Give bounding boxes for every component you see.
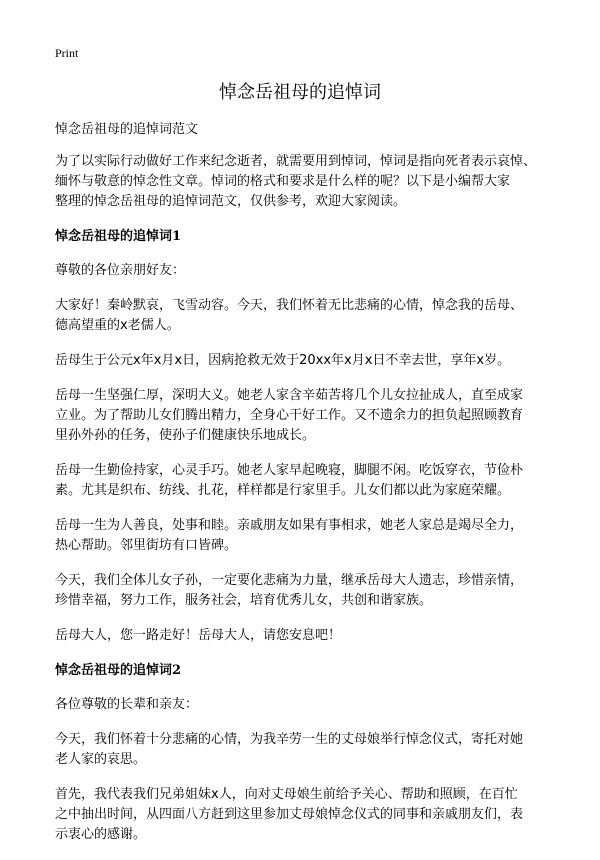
section-1-paragraph: 岳母生于公元x年x月x日，因病抢救无效于20xx年x月x日不幸去世，享年x岁。 bbox=[55, 353, 511, 368]
print-link[interactable]: Print bbox=[55, 46, 79, 60]
section-1-paragraph: 岳母一生为人善良，处事和睦。亲戚朋友如果有事相求，她老人家总是竭尽全力， 热心帮助。邻里街坊有口皆碑。 bbox=[55, 518, 524, 553]
section-2-heading: 悼念岳祖母的追悼词2 bbox=[55, 663, 182, 678]
section-2-paragraph: 首先，我代表我们兄弟姐妹x人，向对丈母娘生前给予关心、帮助和照顾，在百忙 之中抽出时间，从四面八方赶到这里参加丈母娘悼念仪式的同事和亲戚朋友们，表 示衷心的感谢。 bbox=[55, 787, 524, 842]
page-title: 悼念岳祖母的追悼词 bbox=[219, 82, 381, 103]
section-2-paragraph: 各位尊敬的长辈和亲友： bbox=[55, 697, 199, 712]
section-1-paragraph: 岳母一生坚强仁厚，深明大义。她老人家含辛茹苦将几个儿女拉扯成人，直至成家 立业。为了帮助儿女们腾出精力，全身心干好工作。又不遗余力的担负起照顾教育 里孙外孙的任务，使孙子们健康快乐地成长。 bbox=[55, 388, 524, 443]
article-body bbox=[55, 120, 555, 860]
section-1-heading: 悼念岳祖母的追悼词1 bbox=[55, 229, 182, 244]
article-subtitle: 悼念岳祖母的追悼词范文 bbox=[55, 122, 199, 137]
section-1-paragraph: 大家好！秦岭默哀，飞雪动容。今天，我们怀着无比悲痛的心情，悼念我的岳母、 德高望重的x老儒人。 bbox=[55, 298, 524, 333]
section-1-paragraph: 岳母大人，您一路走好！岳母大人，请您安息吧！ bbox=[55, 628, 342, 643]
section-1-paragraph: 今天，我们全体儿女子孙，一定要化悲痛为力量，继承岳母大人遗志，珍惜亲情， 珍惜幸福，努力工作，服务社会，培育优秀儿女，共创和谐家族。 bbox=[55, 573, 524, 608]
intro-paragraph: 为了以实际行动做好工作来纪念逝者，就需要用到悼词，悼词是指向死者表示哀悼、 缅怀与敬意的悼念性文章。悼词的格式和要求是什么样的呢？以下是小编帮大家 整理的悼念岳祖母的追悼词范文，仅供参考，欢迎大家阅读。 bbox=[55, 154, 537, 209]
section-1-paragraph: 尊敬的各位亲朋好友： bbox=[55, 263, 186, 278]
section-1-paragraph: 岳母一生勤俭持家，心灵手巧。她老人家早起晚寝，脚腿不闲。吃饭穿衣，节俭朴 素。尤其是织布、纺线、扎花，样样都是行家里手。儿女们都以此为家庭荣耀。 bbox=[55, 463, 524, 498]
section-2-paragraph: 今天，我们怀着十分悲痛的心情，为我辛劳一生的丈母娘举行悼念仪式，寄托对她 老人家的哀思。 bbox=[55, 732, 524, 767]
